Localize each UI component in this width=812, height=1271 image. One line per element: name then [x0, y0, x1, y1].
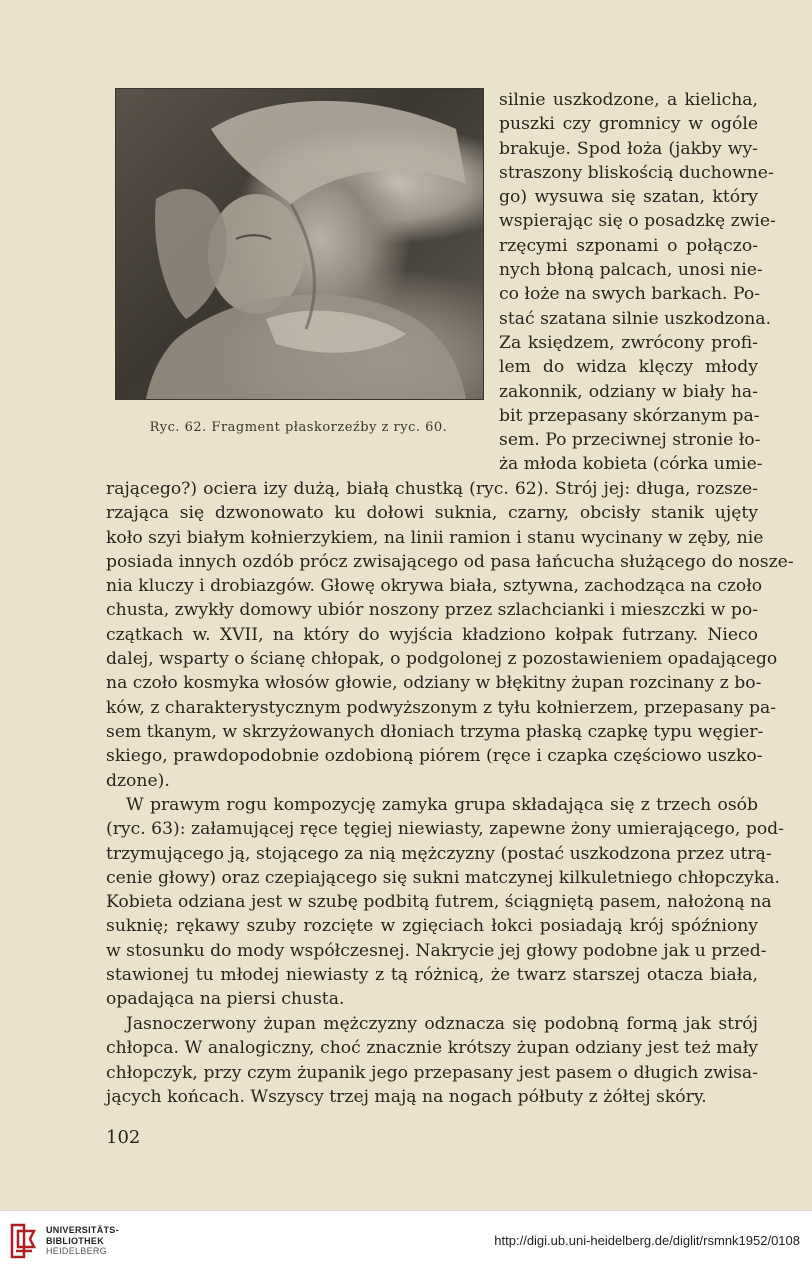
text-line: nia kluczy i drobiazgów. Głowę okrywa biała, sztywna, zachodząca na czoło [106, 576, 763, 597]
text-line: posiada innych ozdób prócz zwisającego od pasa łańcucha służącego do nosze- [106, 551, 794, 572]
text-line: chłopczyk, przy czym żupanik jego przepasany jest pasem o długich zwisa- [106, 1062, 758, 1083]
text-line: chusta, zwykły domowy ubiór noszony przez szlachcianki i mieszczki w po- [106, 600, 758, 621]
text-line: opadająca na piersi chusta. [106, 989, 345, 1010]
text-line: chłopca. W analogiczny, choć znacznie krótszy żupan odziany jest też mały [106, 1038, 758, 1059]
text-line: brakuje. Spod łoża (jakby wy- [499, 138, 758, 159]
text-line: dzone). [106, 770, 170, 791]
relief-sculpture-image [116, 89, 483, 399]
permalink-url[interactable]: http://digi.ub.uni-heidelberg.de/diglit/rsmnk1952/0108 [494, 1233, 800, 1248]
text-line: stać szatana silnie uszkodzona. [499, 308, 772, 329]
text-line: dalej, wsparty o ścianę chłopak, o podgolonej z pozostawieniem opadającego [106, 649, 778, 670]
text-line: cenie głowy) oraz czepiającego się sukni matczynej kilkuletniego chłopczyka. [106, 867, 780, 888]
text-line: Kobieta odziana jest w szubę podbitą futrem, ściągniętą pasem, nałożoną na [106, 892, 772, 913]
text-line: silnie uszkodzone, a kielicha, [499, 90, 758, 110]
page-number: 102 [106, 1127, 141, 1148]
relief-photograph [115, 88, 484, 400]
text-line: Jasnoczerwony żupan mężczyzny odznacza się podobną formą jak strój [126, 1014, 758, 1034]
text-line: W prawym rogu kompozycję zamyka grupa składająca się z trzech osób [126, 795, 758, 815]
text-line: suknię; rękawy szuby rozcięte w zgięciach łokci posiadają krój spóźniony [106, 916, 758, 937]
text-line: puszki czy gromnicy w ogóle [499, 114, 758, 135]
library-name [46, 1225, 119, 1257]
text-line: rającego?) ociera izy dużą, białą chustką (ryc. 62). Strój jej: długa, rozsze- [106, 479, 758, 499]
library-name-line: HEIDELBERG [46, 1246, 108, 1256]
library-name-line: BIBLIOTHEK [46, 1235, 104, 1246]
text-line: trzymującego ją, stojącego za nią mężczyzny (postać uszkodzona przez utrą- [106, 843, 772, 864]
paragraph-2 [106, 793, 784, 1012]
text-line: nych błoną palcach, unosi nie- [499, 260, 763, 281]
text-line: ków, z charakterystycznym podwyższonym z tyłu kołnierzem, przepasany pa- [106, 697, 777, 718]
text-line: bit przepasany skórzanym pa- [499, 405, 760, 426]
text-line: co łoże na swych barkach. Po- [499, 284, 761, 305]
text-line: zakonnik, odziany w biały ha- [499, 381, 758, 402]
text-line: (ryc. 63): załamującej ręce tęgiej niewiasty, zapewne żony umierającego, pod- [106, 819, 784, 840]
text-line: stawionej tu młodej niewiasty z tą różnicą, że twarz starszej otacza biała, [106, 965, 758, 986]
text-line: sem tkanym, w skrzyżowanych dłoniach trzyma płaską czapkę typu węgier- [106, 721, 764, 742]
text-line: go) wysuwa się szatan, który [499, 187, 758, 208]
text-line: czątkach w. XVII, na który do wyjścia kładziono kołpak futrzany. Nieco [106, 624, 758, 645]
text-line: lem do widza klęczy młody [499, 357, 758, 378]
text-line: skiego, prawdopodobnie ozdobioną piórem (ręce i czapka częściowo uszko- [106, 746, 763, 767]
text-line: rzająca się dzwonowato ku dołowi suknia, czarny, obcisły stanik ujęty [106, 503, 758, 524]
library-logo-icon [8, 1221, 40, 1261]
text-line: w stosunku do mody współczesnej. Nakrycie jej głowy podobne jak u przed- [106, 940, 767, 961]
library-name-line: UNIVERSITÄTS- [46, 1225, 119, 1235]
text-line: Za księdzem, zwrócony profi- [499, 332, 758, 353]
figure-caption: Ryc. 62. Fragment płaskorzeźby z ryc. 60. [149, 420, 448, 435]
text-line: straszony bliskością duchowne- [499, 162, 774, 183]
right-column-text [499, 88, 776, 477]
text-line: sem. Po przeciwnej stronie ło- [499, 430, 761, 451]
paragraph-1 [106, 477, 794, 793]
viewer-footer [0, 1210, 812, 1271]
text-line: ża młoda kobieta (córka umie- [499, 454, 763, 475]
text-line: jących końcach. Wszyscy trzej mają na nogach półbuty z żółtej skóry. [106, 1086, 707, 1107]
paragraph-3 [106, 1012, 758, 1109]
text-line: rzęcymi szponami o połączo- [499, 235, 758, 256]
text-line: wspierając się o posadzkę zwie- [499, 211, 776, 232]
text-line: koło szyi białym kołnierzykiem, na linii ramion i stanu wycinany w zęby, nie [106, 527, 764, 548]
text-line: na czoło kosmyka włosów głowie, odziany w błękitny żupan rozcinany z bo- [106, 673, 762, 694]
